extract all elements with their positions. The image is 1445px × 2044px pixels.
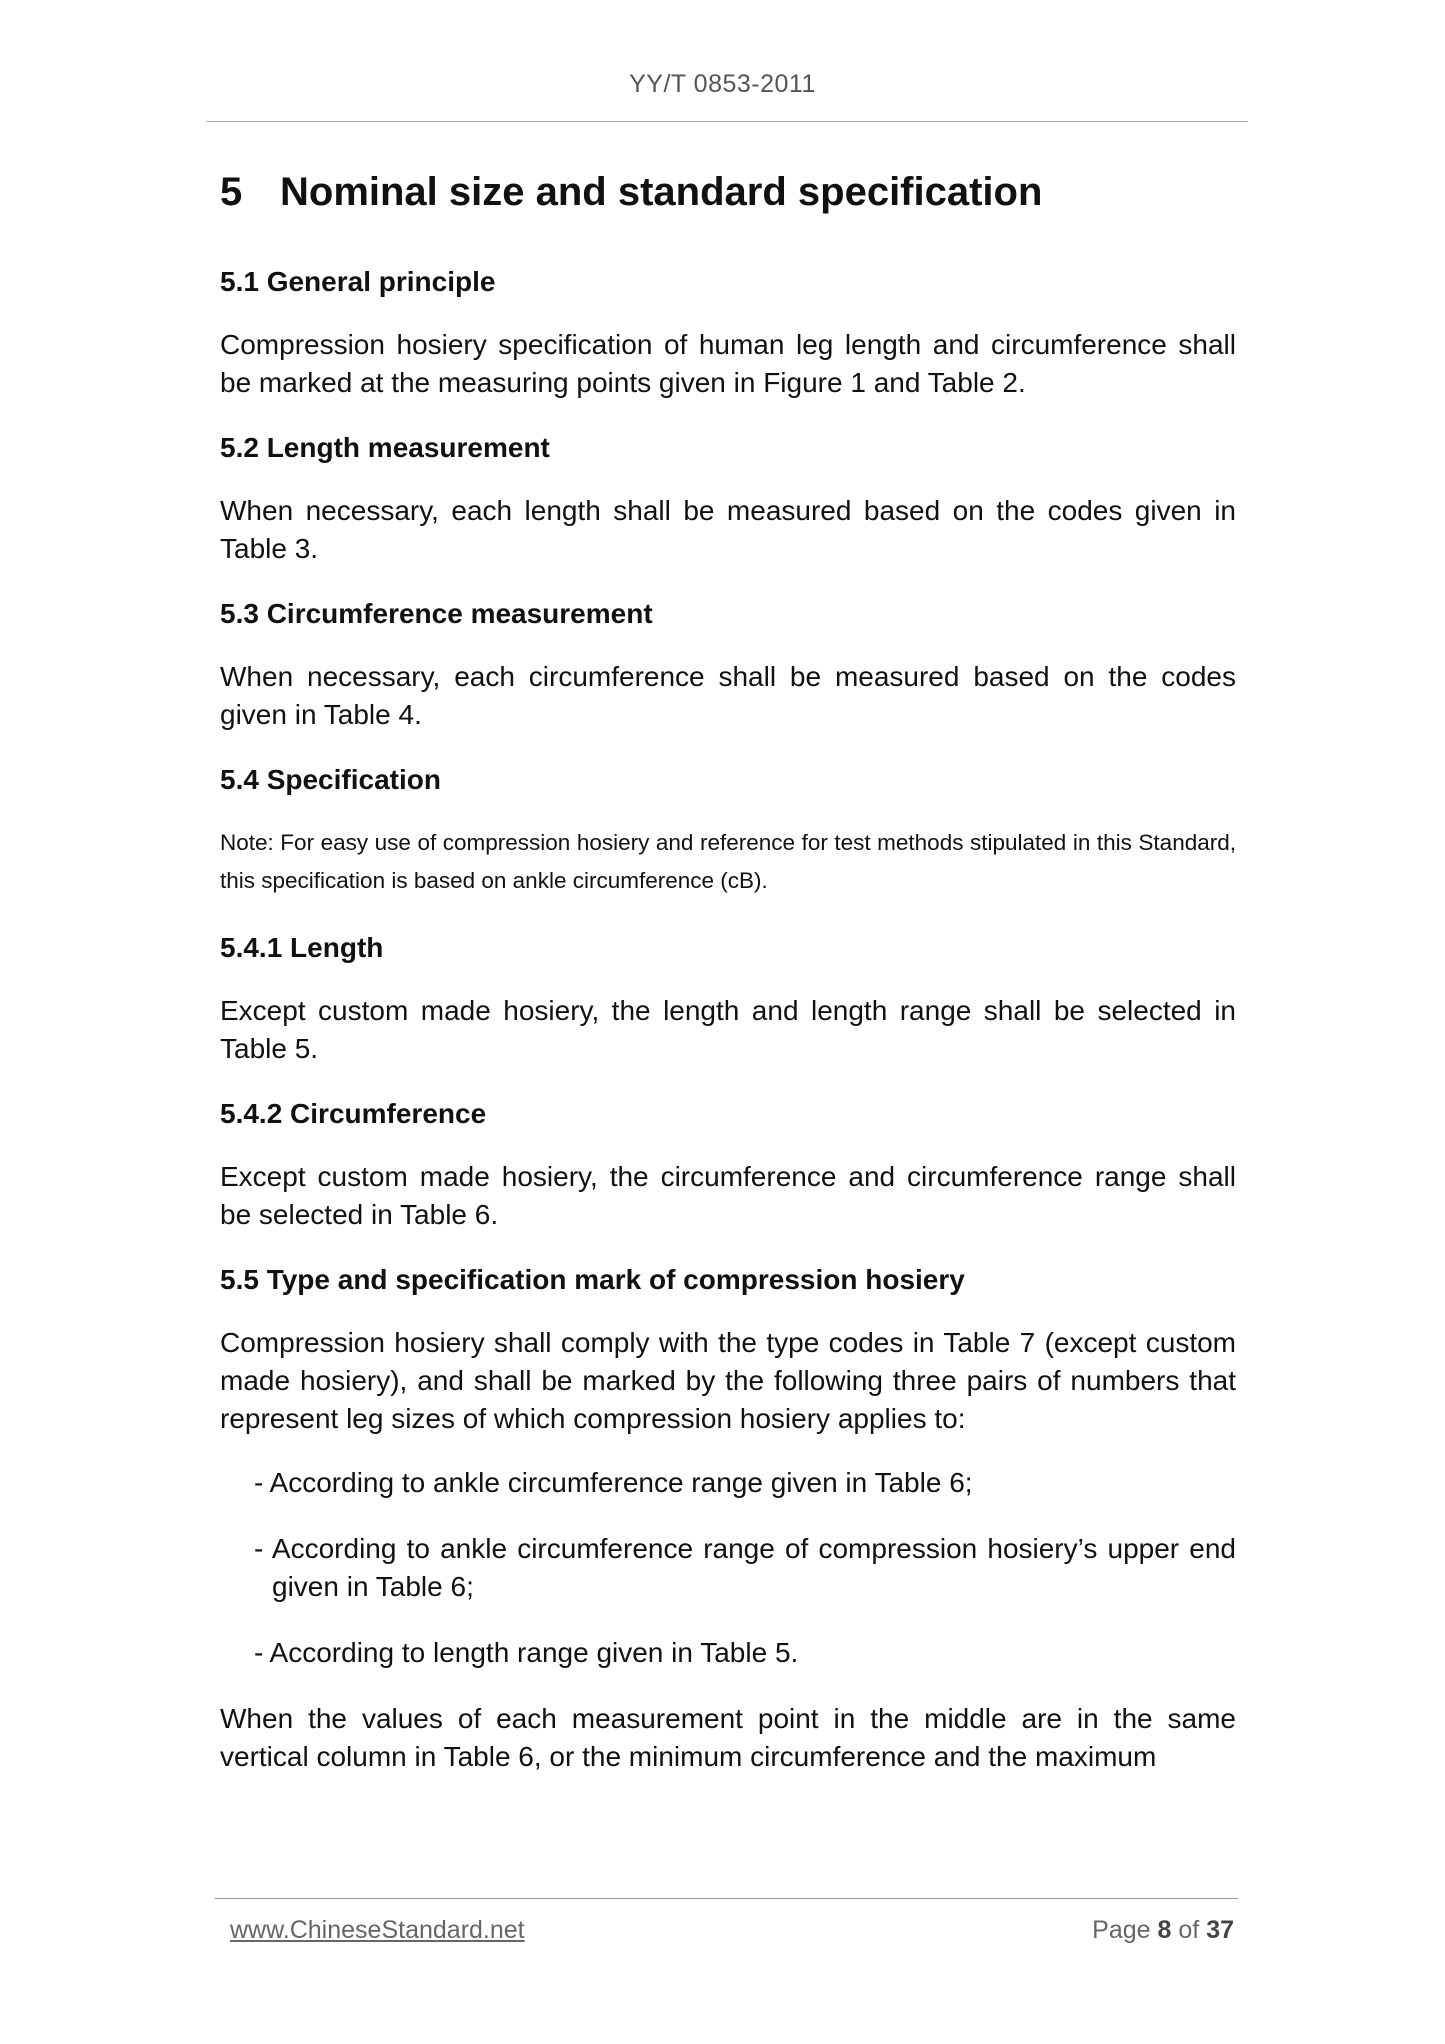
paragraph-5-4-1: Except custom made hosiery, the length and length range shall be selected in Table 5. xyxy=(220,995,1236,1064)
section-number: 5 xyxy=(220,170,243,214)
page-body xyxy=(220,162,1236,1802)
page-of-label: of xyxy=(1178,1916,1200,1944)
list-item: - According to length range given in Table 5. xyxy=(254,1637,799,1668)
list-item: - According to ankle circumference range given in Table 6; xyxy=(254,1467,973,1498)
paragraph-5-4-2: Except custom made hosiery, the circumference and circumference range shall be selected in Table 6. xyxy=(220,1161,1236,1230)
list-item: - According to ankle circumference range of compression hosiery’s upper end given in Table 6; xyxy=(254,1533,1236,1602)
website-link[interactable]: www.ChineseStandard.net xyxy=(230,1916,525,1944)
paragraph-5-1: Compression hosiery specification of human leg length and circumference shall be marked at the measuring points given in Figure 1 and Table 2. xyxy=(220,329,1236,398)
section-title: Nominal size and standard specification xyxy=(280,170,1043,214)
paragraph-5-5: Compression hosiery shall comply with the type codes in Table 7 (except custom made hosiery), and shall be marked by the following three pairs of numbers that represent leg sizes of which compression hosiery applies to: xyxy=(220,1327,1236,1434)
footer-divider xyxy=(215,1898,1238,1899)
page-indicator xyxy=(1092,1916,1234,1945)
subsection-heading-5-2: 5.2 Length measurement xyxy=(220,432,550,463)
subsection-heading-5-4-2: 5.4.2 Circumference xyxy=(220,1098,487,1129)
page-label: Page xyxy=(1092,1916,1151,1944)
subsection-heading-5-5: 5.5 Type and specification mark of compression hosiery xyxy=(220,1264,965,1295)
subsection-heading-5-4: 5.4 Specification xyxy=(220,764,441,795)
section-heading xyxy=(220,162,1236,222)
paragraph-5-3: When necessary, each circumference shall be measured based on the codes given in Table 4. xyxy=(220,661,1236,730)
page-current: 8 xyxy=(1157,1916,1172,1944)
note-5-4: Note: For easy use of compression hosiery and reference for test methods stipulated in this Standard, this specification is based on ankle circumference (cB). xyxy=(220,830,1236,893)
paragraph-5-2: When necessary, each length shall be measured based on the codes given in Table 3. xyxy=(220,495,1236,564)
subsection-heading-5-1: 5.1 General principle xyxy=(220,266,496,297)
subsection-heading-5-3: 5.3 Circumference measurement xyxy=(220,598,653,629)
document-code-header: YY/T 0853-2011 xyxy=(629,70,816,98)
paragraph-5-5-closing: When the values of each measurement point in the middle are in the same vertical column in Table 6, or the minimum circumference and the maximum xyxy=(220,1703,1236,1772)
page-total: 37 xyxy=(1206,1916,1234,1944)
subsection-heading-5-4-1: 5.4.1 Length xyxy=(220,932,384,963)
header-divider xyxy=(206,121,1248,122)
